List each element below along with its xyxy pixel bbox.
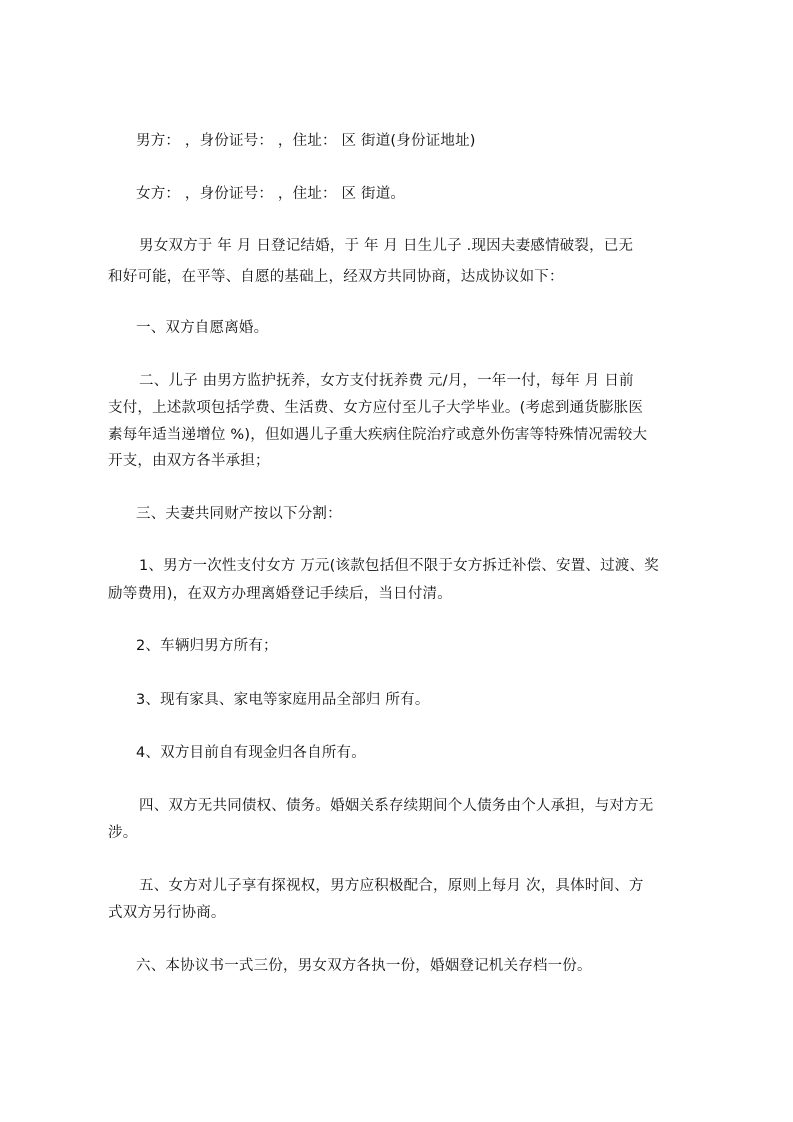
clause-3-title: 三、夫妻共同财产按以下分割： [136,506,342,522]
intro-line-1: 男女双方于 年 月 日登记结婚，于 年 月 日生儿子 .现因夫妻感情破裂，已无 [139,238,634,254]
clause-5-line-2: 式双方另行协商。 [108,905,226,921]
clause-2-line-2: 支付，上述款项包括学费、生活费、女方应付至儿子大学毕业。(考虑到通货膨胀医 [108,400,644,416]
item-1-line-1: 1、男方一次性支付女方 万元(该款包括但不限于女方拆迁补偿、安置、过渡、奖 [139,558,659,574]
clause-2-line-1: 二、儿子 由男方监护抚养，女方支付抚养费 元/月，一年一付，每年 月 日前 [139,373,634,389]
clause-6: 六、本协议书一式三份，男女双方各执一份，婚姻登记机关存档一份。 [136,958,592,974]
item-1-line-2: 励等费用)，在双方办理离婚登记手续后，当日付清。 [108,586,452,602]
clause-5-line-1: 五、女方对儿子享有探视权，男方应积极配合，原则上每月 次，具体时间、方 [139,878,644,894]
item-4: 4、双方目前自有现金归各自所有。 [136,745,366,761]
intro-line-2: 和好可能，在平等、自愿的基础上，经双方共同协商，达成协议如下： [108,269,564,285]
clause-2-line-3: 素每年适当递增位 %)，但如遇儿子重大疾病住院治疗或意外伤害等特殊情况需较大 [108,427,648,443]
item-3: 3、现有家具、家电等家庭用品全部归 所有。 [136,692,430,708]
clause-4-line-2: 涉。 [108,825,138,841]
item-2: 2、车辆归男方所有； [136,638,278,654]
clause-2-line-4: 开支，由双方各半承担； [108,453,270,469]
clause-4-line-1: 四、双方无共同债权、债务。婚姻关系存续期间个人债务由个人承担，与对方无 [139,798,654,814]
party-male-line: 男方： ，身份证号： ，住址： 区 街道(身份证地址) [136,133,476,149]
clause-1: 一、双方自愿离婚。 [136,320,269,336]
party-female-line: 女方： ，身份证号： ，住址： 区 街道。 [136,186,406,202]
